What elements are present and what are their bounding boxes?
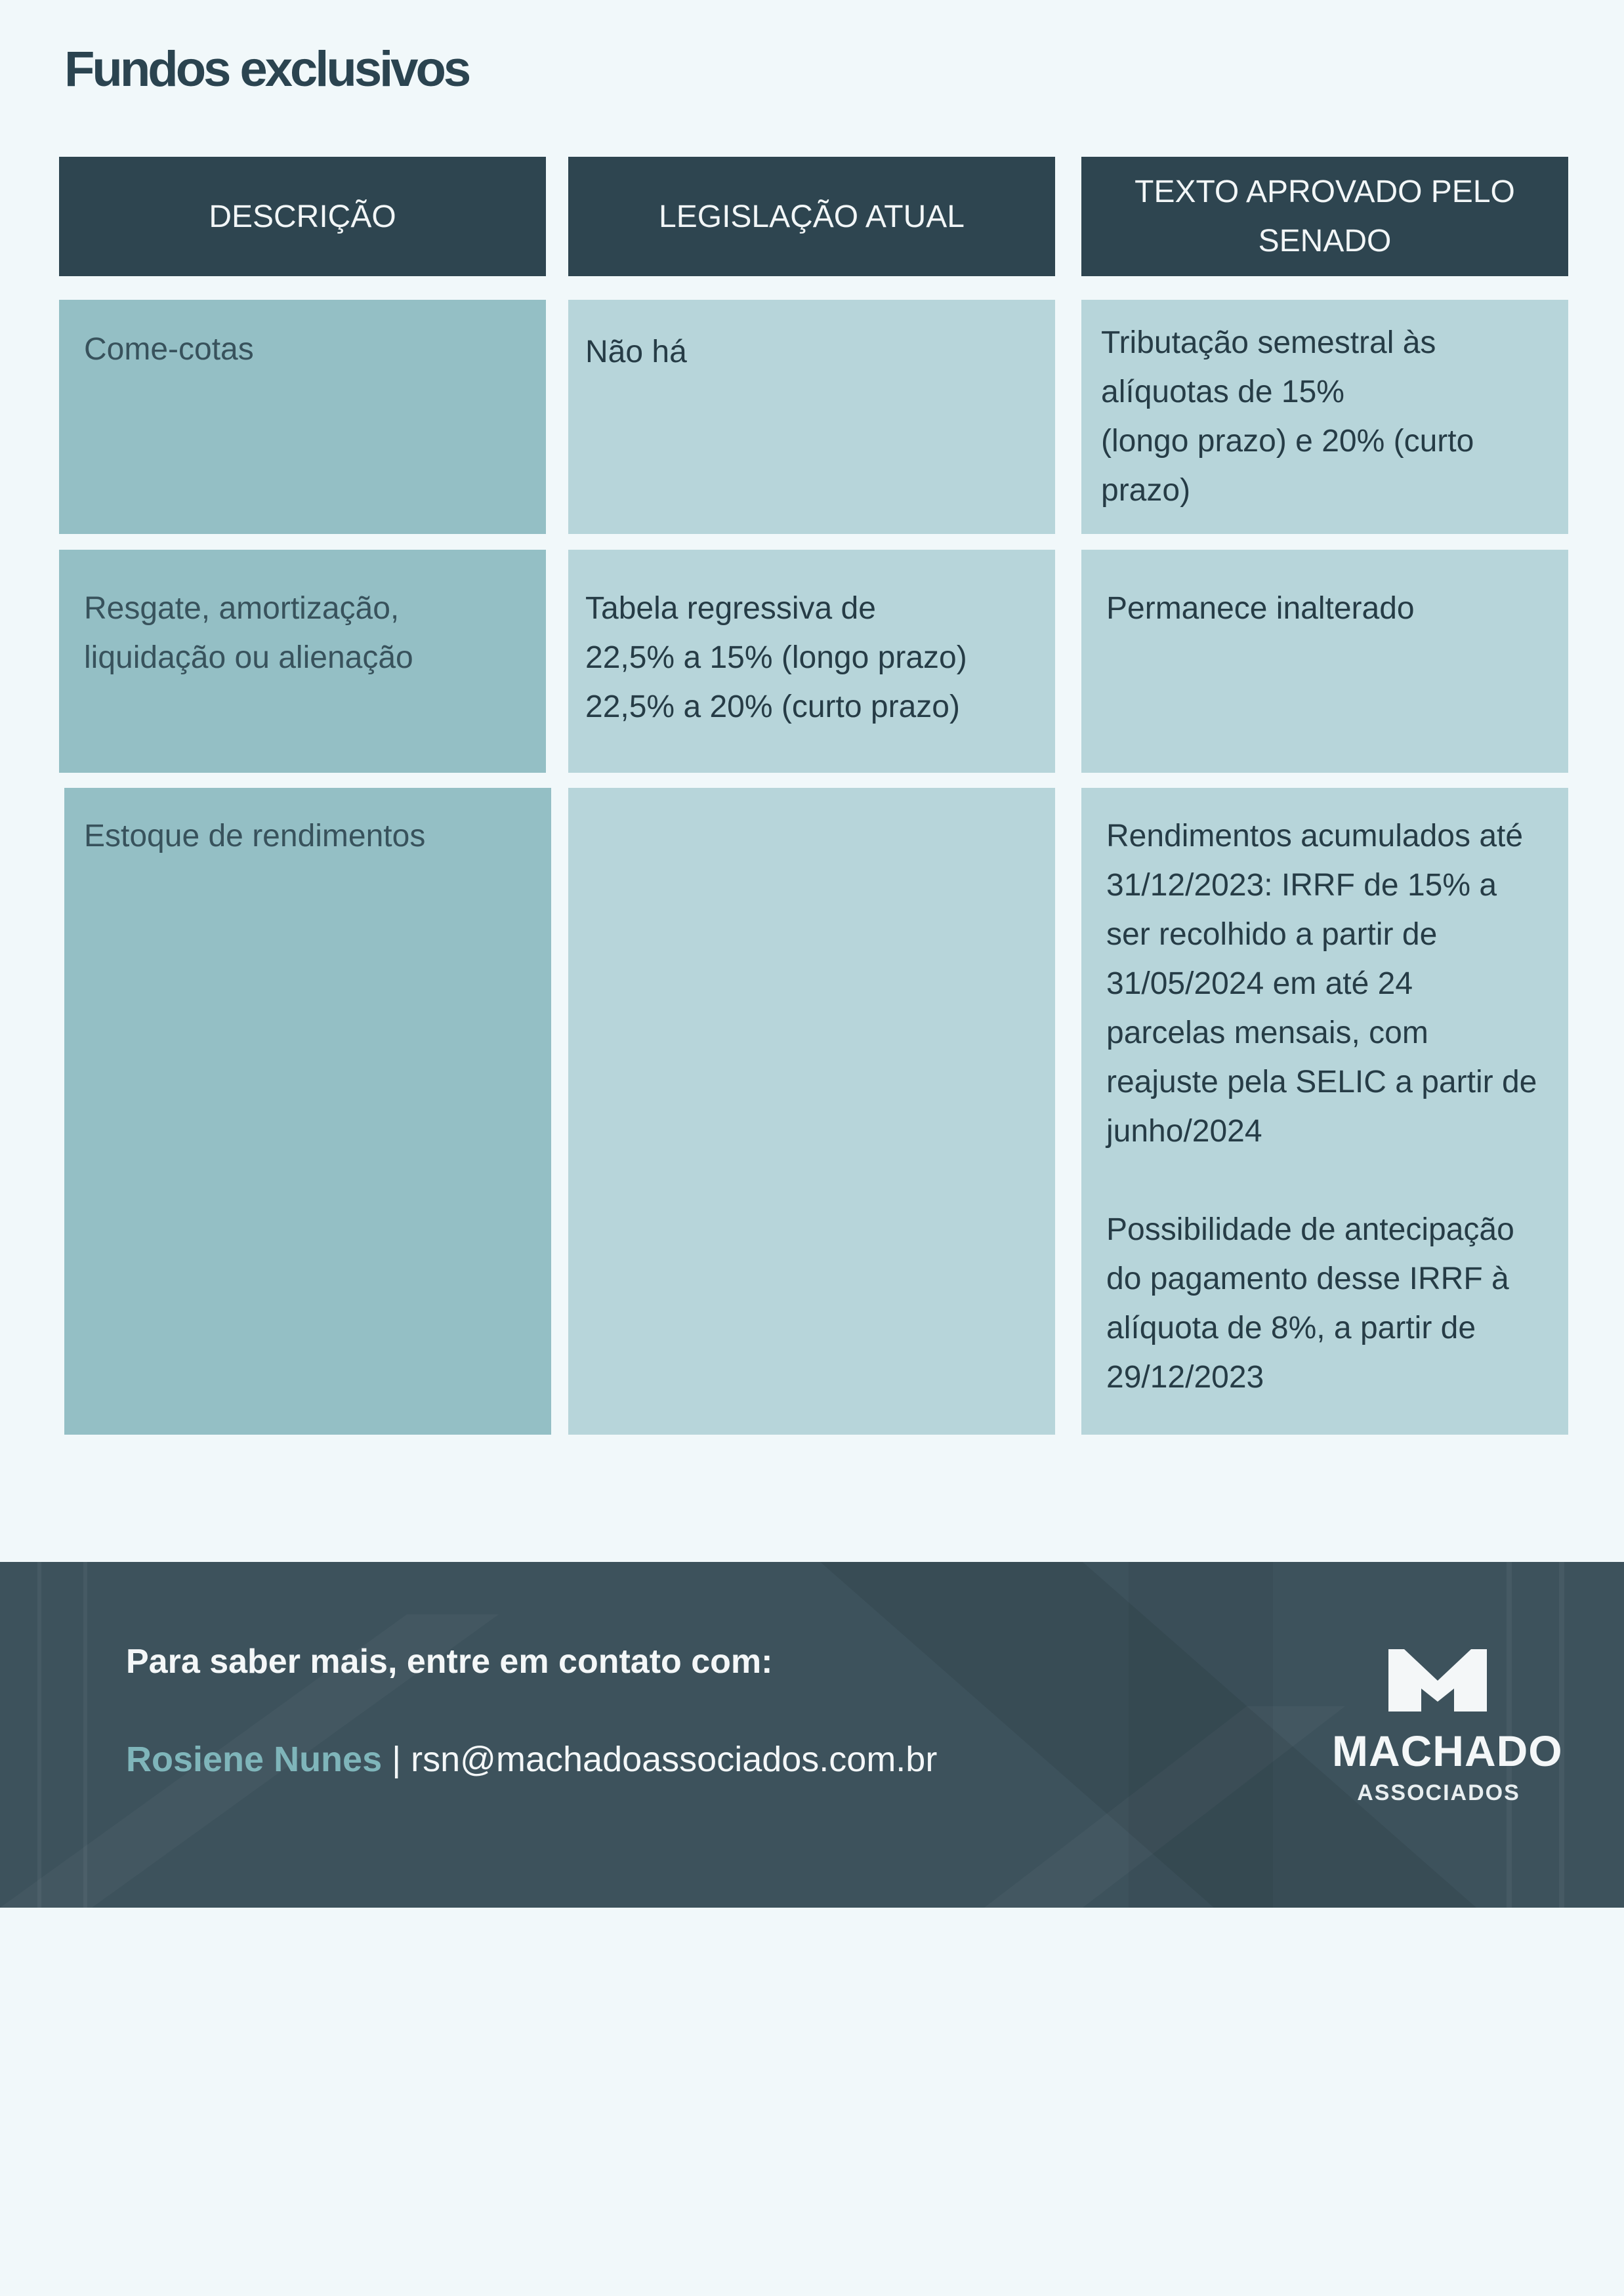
table-cell-approved: Rendimentos acumulados até 31/12/2023: IRRF de 15% a ser recolhido a partir de 31/05/2024 em até 24 parcelas mensais, com reajuste pela SELIC a partir de junho/2024 Possibilidade de antecipação do pagamento desse IRRF à alíquota de 8%, a partir de 29/12/2023 <box>1081 788 1568 1435</box>
contact-heading: Para saber mais, entre em contato com: <box>126 1643 773 1681</box>
table-cell-current: Não há <box>568 300 1055 534</box>
logo-subtitle: ASSOCIADOS <box>1357 1780 1520 1805</box>
table-cell-current: Tabela regressiva de 22,5% a 15% (longo prazo) 22,5% a 20% (curto prazo) <box>568 550 1055 773</box>
machado-logo-icon <box>1388 1649 1487 1712</box>
contact-footer <box>0 1562 1624 1908</box>
column-header-descricao: DESCRIÇÃO <box>59 157 546 276</box>
table-cell-approved: Permanece inalterado <box>1081 550 1568 773</box>
contact-separator: | <box>382 1740 411 1779</box>
page-title: Fundos exclusivos <box>64 41 469 97</box>
logo-wordmark: MACHADO <box>1332 1727 1563 1775</box>
contact-line <box>126 1739 937 1780</box>
contact-name: Rosiene Nunes <box>126 1740 383 1779</box>
column-header-legislacao-atual: LEGISLAÇÃO ATUAL <box>568 157 1055 276</box>
table-cell-description: Come-cotas <box>59 300 546 534</box>
table-cell-description: Resgate, amortização, liquidação ou alienação <box>59 550 546 773</box>
table-cell-current <box>568 788 1055 1435</box>
contact-email-link[interactable]: rsn@machadoassociados.com.br <box>411 1740 938 1779</box>
column-header-texto-aprovado: TEXTO APROVADO PELO SENADO <box>1081 157 1568 276</box>
table-cell-description: Estoque de rendimentos <box>64 788 551 1435</box>
table-cell-approved: Tributação semestral às alíquotas de 15% (longo prazo) e 20% (curto prazo) <box>1081 300 1568 534</box>
